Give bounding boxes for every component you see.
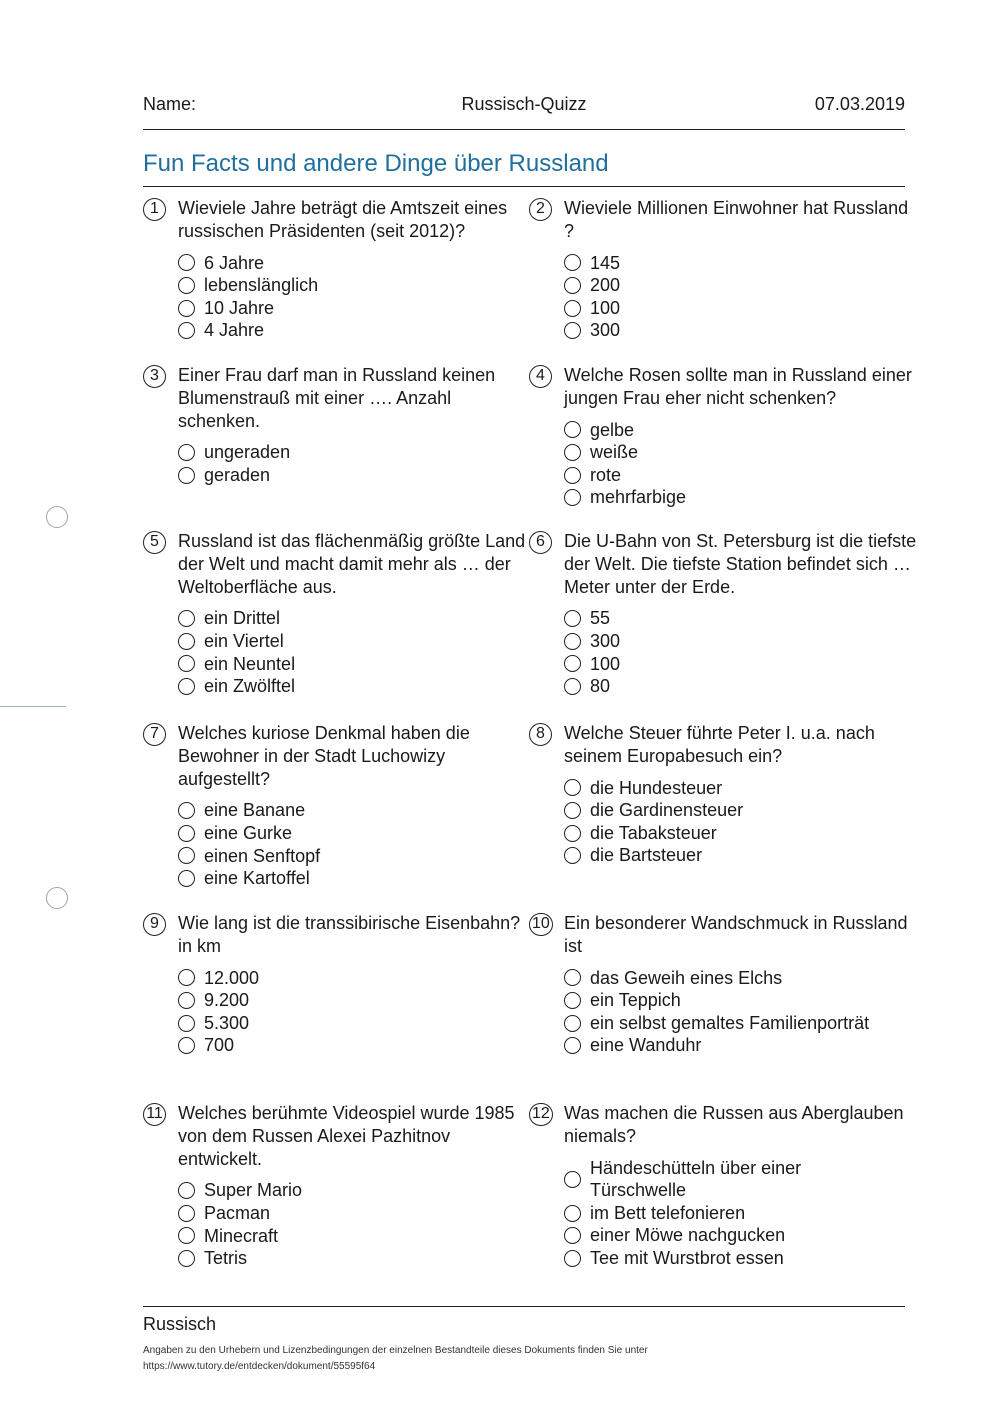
question-text: Die U-Bahn von St. Petersburg ist die tiefste der Welt. Die tiefste Station befindet sich … Meter unter der Erde. [564, 531, 917, 597]
option-label: 100 [590, 653, 621, 674]
answer-option[interactable] [178, 675, 533, 698]
option-label: Händeschütteln über einer Türschwelle [590, 1157, 802, 1201]
option-label: einen Senftopf [204, 845, 321, 866]
radio-circle-icon[interactable] [178, 1037, 195, 1054]
radio-circle-icon[interactable] [564, 300, 581, 317]
credit-text: Angaben zu den Urhebern und Lizenzbedingungen der einzelnen Bestandteile dieses Dokuments finden Sie unter [143, 1345, 648, 1356]
option-label: einer Möwe nachgucken [590, 1225, 786, 1246]
question-number: 12 [529, 1103, 553, 1126]
option-label: 700 [204, 1035, 235, 1056]
radio-circle-icon[interactable] [564, 779, 581, 796]
date-label: 07.03.2019 [814, 94, 905, 114]
answer-option[interactable] [178, 1179, 533, 1202]
option-label: 200 [590, 275, 621, 296]
radio-circle-icon[interactable] [178, 870, 195, 887]
option-label: Tetris [204, 1248, 248, 1269]
option-label: ein selbst gemaltes Familienporträt [590, 1012, 870, 1033]
option-label: ein Zwölftel [204, 676, 296, 697]
option-label: eine Gurke [204, 822, 293, 843]
question-number: 6 [529, 531, 552, 554]
answer-option[interactable] [564, 319, 919, 342]
radio-circle-icon[interactable] [564, 847, 581, 864]
radio-circle-icon[interactable] [178, 444, 195, 461]
answer-option[interactable] [564, 419, 919, 442]
answer-option[interactable] [178, 441, 533, 464]
radio-circle-icon[interactable] [564, 489, 581, 506]
radio-circle-icon[interactable] [178, 678, 195, 695]
option-label: 100 [590, 297, 621, 318]
answer-option[interactable] [564, 1034, 919, 1057]
answer-option[interactable] [178, 989, 533, 1012]
option-label: ein Teppich [590, 990, 681, 1011]
question-text: Einer Frau darf man in Russland keinen Blumenstrauß mit einer …. Anzahl schenken. [178, 365, 496, 431]
radio-circle-icon[interactable] [564, 655, 581, 672]
radio-circle-icon[interactable] [564, 992, 581, 1009]
answer-options [178, 252, 533, 342]
answer-option[interactable] [178, 607, 533, 630]
radio-circle-icon[interactable] [564, 444, 581, 461]
option-label: 6 Jahre [204, 252, 265, 273]
question-3 [150, 364, 533, 487]
radio-circle-icon[interactable] [178, 1015, 195, 1032]
answer-option[interactable] [564, 967, 919, 990]
question-5 [150, 530, 533, 698]
radio-circle-icon[interactable] [178, 254, 195, 271]
question-text: Wieviele Millionen Einwohner hat Russland ? [564, 198, 909, 241]
option-label: 12.000 [204, 967, 260, 988]
answer-options [178, 1179, 533, 1269]
answer-options [178, 607, 533, 697]
radio-circle-icon[interactable] [178, 992, 195, 1009]
answer-option[interactable] [178, 1012, 533, 1035]
answer-options [178, 799, 533, 889]
answer-option[interactable] [178, 967, 533, 990]
radio-circle-icon[interactable] [178, 969, 195, 986]
option-label: 4 Jahre [204, 320, 265, 341]
option-label: 300 [590, 630, 621, 651]
answer-option[interactable] [178, 867, 533, 890]
radio-circle-icon[interactable] [564, 825, 581, 842]
radio-circle-icon[interactable] [564, 1015, 581, 1032]
answer-options [564, 1157, 814, 1270]
question-text: Welche Steuer führte Peter I. u.a. nach seinem Europabesuch ein? [564, 723, 875, 766]
radio-circle-icon[interactable] [564, 1037, 581, 1054]
answer-option[interactable] [178, 252, 533, 275]
option-label: ein Drittel [204, 608, 281, 629]
radio-circle-icon[interactable] [564, 421, 581, 438]
radio-circle-icon[interactable] [178, 655, 195, 672]
page-title: Fun Facts und andere Dinge über Russland [143, 150, 609, 177]
question-number: 9 [143, 913, 166, 936]
answer-option[interactable] [178, 799, 533, 822]
radio-circle-icon[interactable] [564, 277, 581, 294]
option-label: Pacman [204, 1202, 271, 1223]
question-4 [536, 364, 919, 509]
radio-circle-icon[interactable] [178, 277, 195, 294]
radio-circle-icon[interactable] [178, 467, 195, 484]
name-label: Name: [143, 94, 197, 114]
option-label: ein Neuntel [204, 653, 296, 674]
question-text: Wieviele Jahre beträgt die Amtszeit eines russischen Präsidenten (seit 2012)? [178, 198, 508, 241]
answer-option[interactable] [564, 630, 919, 653]
question-10 [532, 912, 919, 1057]
option-label: Tee mit Wurstbrot essen [590, 1247, 784, 1268]
option-label: Super Mario [204, 1180, 303, 1201]
question-number: 8 [529, 723, 552, 746]
answer-option[interactable] [564, 252, 919, 275]
answer-option[interactable] [564, 441, 919, 464]
subject-label: Russisch-Quizz [461, 94, 587, 114]
question-text: Wie lang ist die transsibirische Eisenbahn? in km [178, 913, 521, 956]
question-number: 7 [143, 723, 166, 746]
answer-options [564, 607, 919, 697]
option-label: geraden [204, 464, 271, 485]
question-number: 4 [529, 365, 552, 388]
option-label: eine Wanduhr [590, 1035, 702, 1056]
radio-circle-icon[interactable] [564, 322, 581, 339]
question-text: Russland ist das flächenmäßig größte Land der Welt und macht damit mehr als … der Weltoberfläche aus. [178, 531, 526, 597]
answer-options [564, 777, 919, 867]
answer-option[interactable] [564, 777, 919, 800]
answer-option[interactable] [564, 274, 919, 297]
option-label: eine Banane [204, 800, 306, 821]
answer-option[interactable] [178, 464, 533, 487]
footer-subject: Russisch [143, 1314, 217, 1334]
option-label: 300 [590, 320, 621, 341]
credit-link[interactable]: https://www.tutory.de/entdecken/dokument/55595f64 [143, 1361, 376, 1372]
question-number: 11 [143, 1103, 166, 1126]
fold-mark [0, 706, 66, 707]
radio-circle-icon[interactable] [564, 467, 581, 484]
option-label: 80 [590, 676, 611, 697]
radio-circle-icon[interactable] [178, 633, 195, 650]
option-label: ungeraden [204, 442, 291, 463]
option-label: im Bett telefonieren [590, 1202, 746, 1223]
title-divider [143, 186, 905, 187]
option-label: mehrfarbige [590, 487, 687, 508]
answer-option[interactable] [564, 1157, 814, 1202]
question-number: 3 [143, 365, 166, 388]
radio-circle-icon[interactable] [178, 1205, 195, 1222]
answer-option[interactable] [564, 464, 919, 487]
radio-circle-icon[interactable] [564, 1227, 581, 1244]
question-text: Welches berühmte Videospiel wurde 1985 von dem Russen Alexei Pazhitnov entwickelt. [178, 1103, 515, 1169]
radio-circle-icon[interactable] [564, 1171, 581, 1188]
header-divider [143, 129, 905, 130]
answer-option[interactable] [564, 486, 919, 509]
answer-option[interactable] [178, 1247, 533, 1270]
answer-option[interactable] [178, 319, 533, 342]
answer-options [178, 967, 533, 1057]
answer-option[interactable] [564, 675, 919, 698]
option-label: 5.300 [204, 1012, 250, 1033]
radio-circle-icon[interactable] [564, 802, 581, 819]
radio-circle-icon[interactable] [178, 300, 195, 317]
option-label: 55 [590, 608, 611, 629]
answer-option[interactable] [564, 799, 919, 822]
answer-options [178, 441, 533, 486]
radio-circle-icon[interactable] [178, 610, 195, 627]
option-label: die Hundesteuer [590, 777, 723, 798]
radio-circle-icon[interactable] [178, 322, 195, 339]
question-11 [146, 1102, 533, 1270]
question-12 [532, 1102, 919, 1270]
question-number: 1 [143, 198, 166, 221]
radio-circle-icon[interactable] [564, 1250, 581, 1267]
answer-option[interactable] [178, 1225, 533, 1248]
radio-circle-icon[interactable] [564, 969, 581, 986]
answer-options [564, 252, 919, 342]
option-label: 9.200 [204, 990, 250, 1011]
answer-option[interactable] [564, 297, 919, 320]
radio-circle-icon[interactable] [564, 633, 581, 650]
option-label: 10 Jahre [204, 297, 275, 318]
answer-options [564, 967, 919, 1057]
answer-option[interactable] [178, 297, 533, 320]
question-text: Welche Rosen sollte man in Russland einer jungen Frau eher nicht schenken? [564, 365, 912, 408]
answer-option[interactable] [178, 822, 533, 845]
question-text: Was machen die Russen aus Aberglauben niemals? [564, 1103, 904, 1146]
question-number: 2 [529, 198, 552, 221]
option-label: die Gardinensteuer [590, 800, 744, 821]
radio-circle-icon[interactable] [564, 1205, 581, 1222]
question-2 [536, 197, 919, 342]
punch-hole-mark [46, 506, 68, 528]
radio-circle-icon[interactable] [564, 254, 581, 271]
radio-circle-icon[interactable] [178, 1227, 195, 1244]
option-label: rote [590, 464, 622, 485]
radio-circle-icon[interactable] [178, 825, 195, 842]
answer-option[interactable] [178, 1202, 533, 1225]
answer-option[interactable] [564, 844, 919, 867]
question-9 [150, 912, 533, 1057]
option-label: gelbe [590, 419, 635, 440]
answer-option[interactable] [564, 1012, 919, 1035]
answer-option[interactable] [564, 1247, 814, 1270]
answer-option[interactable] [178, 274, 533, 297]
answer-option[interactable] [178, 845, 533, 868]
radio-circle-icon[interactable] [564, 678, 581, 695]
question-6 [536, 530, 919, 698]
radio-circle-icon[interactable] [178, 847, 195, 864]
answer-option[interactable] [564, 1224, 814, 1247]
footer-divider [143, 1306, 905, 1307]
question-8 [536, 722, 919, 867]
radio-circle-icon[interactable] [178, 802, 195, 819]
punch-hole-mark [46, 887, 68, 909]
answer-options [564, 419, 919, 509]
question-1 [150, 197, 533, 342]
option-label: das Geweih eines Elchs [590, 967, 783, 988]
option-label: eine Kartoffel [204, 868, 310, 889]
answer-option[interactable] [178, 653, 533, 676]
answer-option[interactable] [564, 989, 919, 1012]
question-7 [150, 722, 533, 890]
question-number: 5 [143, 531, 166, 554]
option-label: ein Viertel [204, 630, 284, 651]
option-label: 145 [590, 252, 621, 273]
radio-circle-icon[interactable] [564, 610, 581, 627]
question-number: 10 [529, 913, 553, 936]
answer-option[interactable] [178, 630, 533, 653]
license-credit [143, 1343, 905, 1375]
question-text: Ein besonderer Wandschmuck in Russland ist [564, 913, 908, 956]
option-label: lebenslänglich [204, 275, 319, 296]
answer-option[interactable] [564, 607, 919, 630]
answer-option[interactable] [178, 1034, 533, 1057]
option-label: Minecraft [204, 1225, 279, 1246]
option-label: die Tabaksteuer [590, 822, 717, 843]
radio-circle-icon[interactable] [178, 1250, 195, 1267]
question-text: Welches kuriose Denkmal haben die Bewohner in der Stadt Luchowizy aufgestellt? [178, 723, 470, 789]
answer-option[interactable] [564, 1202, 814, 1225]
answer-option[interactable] [564, 822, 919, 845]
answer-option[interactable] [564, 653, 919, 676]
option-label: weiße [590, 442, 639, 463]
page-header [143, 94, 905, 120]
radio-circle-icon[interactable] [178, 1182, 195, 1199]
option-label: die Bartsteuer [590, 845, 703, 866]
